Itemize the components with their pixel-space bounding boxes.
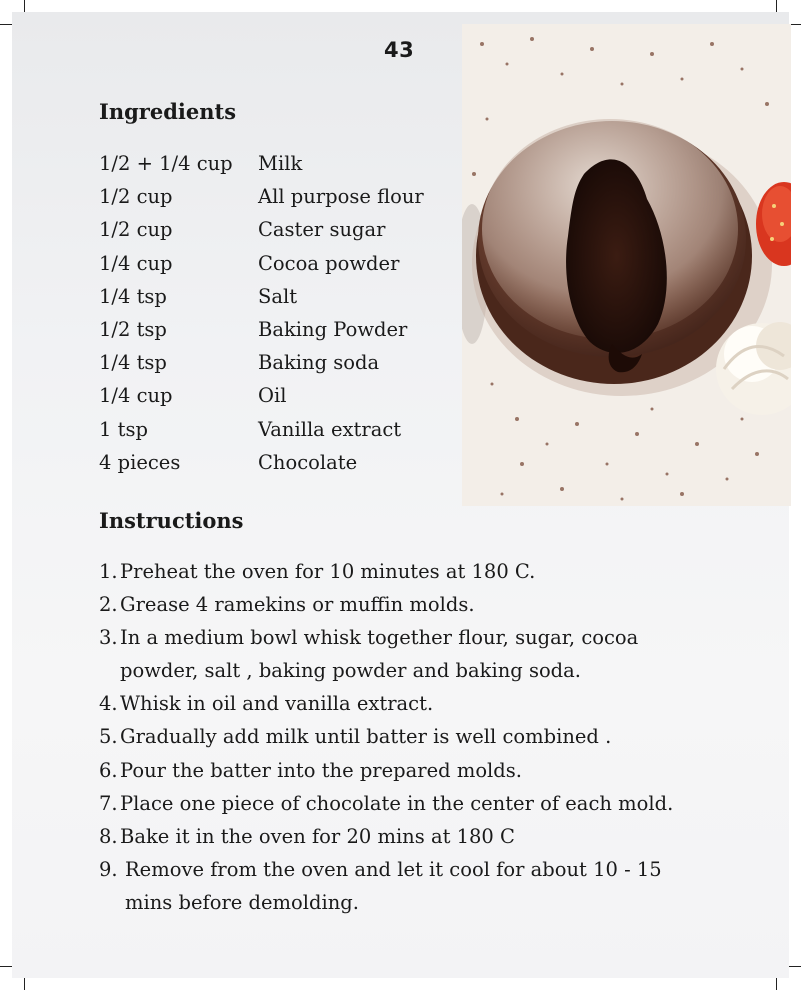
ingredient-row	[99, 280, 459, 313]
step-text: Pour the batter into the prepared molds.	[120, 758, 522, 782]
ingredient-quantity: 1/4 cup	[99, 384, 173, 408]
instruction-step	[99, 853, 709, 919]
instructions-heading: Instructions	[99, 508, 244, 533]
crop-mark-bottom-right-horizontal	[789, 966, 801, 967]
step-number: 3.	[99, 626, 118, 650]
step-text: Remove from the oven and let it cool for about 10 - 15 mins before demolding.	[125, 857, 662, 914]
crop-mark-bottom-left-vertical	[24, 978, 25, 990]
step-number: 5.	[99, 725, 118, 749]
instruction-step	[99, 754, 729, 787]
step-number: 7.	[99, 791, 118, 815]
instruction-step	[99, 720, 729, 753]
instruction-step	[99, 588, 729, 621]
instruction-step	[99, 621, 699, 687]
ingredient-name: Baking Powder	[258, 318, 408, 342]
ingredient-row	[99, 247, 459, 280]
step-text: Gradually add milk until batter is well combined .	[120, 725, 612, 749]
ingredient-quantity: 1 tsp	[99, 417, 148, 441]
ingredient-row	[99, 413, 459, 446]
step-text: In a medium bowl whisk together flour, sugar, cocoa powder, salt , baking powder and baking soda.	[120, 626, 639, 683]
ingredient-row	[99, 180, 459, 213]
ingredient-row	[99, 313, 459, 346]
crop-mark-top-right-vertical	[776, 0, 777, 12]
ingredient-quantity: 1/4 cup	[99, 251, 173, 275]
ingredient-name: Vanilla extract	[258, 417, 402, 441]
ingredient-quantity: 1/4 tsp	[99, 351, 167, 375]
ingredient-quantity: 1/2 tsp	[99, 318, 167, 342]
ingredient-row	[99, 213, 459, 246]
ingredient-name: All purpose flour	[258, 185, 424, 209]
crop-mark-top-left-horizontal	[0, 24, 12, 25]
ingredient-row	[99, 379, 459, 412]
step-text: Grease 4 ramekins or muffin molds.	[120, 593, 475, 617]
lava-cake-photo	[462, 24, 791, 506]
step-text: Whisk in oil and vanilla extract.	[120, 692, 434, 716]
ingredient-quantity: 1/2 + 1/4 cup	[99, 152, 233, 176]
step-number: 6.	[99, 758, 118, 782]
instructions-list	[99, 555, 729, 919]
ingredient-name: Oil	[258, 384, 287, 408]
ingredient-quantity: 1/4 tsp	[99, 284, 167, 308]
ingredient-quantity: 1/2 cup	[99, 185, 173, 209]
instruction-step	[99, 555, 729, 588]
ingredient-row	[99, 147, 459, 180]
ingredient-row	[99, 446, 459, 479]
ingredient-name: Milk	[258, 152, 303, 176]
ingredient-name: Chocolate	[258, 450, 358, 474]
ingredient-quantity: 4 pieces	[99, 450, 181, 474]
instruction-step	[99, 687, 729, 720]
ingredients-heading: Ingredients	[99, 99, 237, 124]
step-number: 1.	[99, 560, 118, 583]
step-text: Place one piece of chocolate in the center of each mold.	[120, 791, 674, 815]
step-number: 2.	[99, 593, 118, 617]
crop-mark-bottom-right-vertical	[776, 978, 777, 990]
ingredient-name: Baking soda	[258, 351, 380, 375]
step-number: 8.	[99, 824, 118, 848]
ingredient-name: Salt	[258, 284, 298, 308]
ingredient-quantity: 1/2 cup	[99, 218, 173, 242]
crop-mark-top-left-vertical	[24, 0, 25, 12]
crop-mark-bottom-left-horizontal	[0, 966, 12, 967]
instruction-step	[99, 787, 729, 820]
step-number: 4.	[99, 692, 118, 716]
step-text: Preheat the oven for 10 minutes at 180 C.	[120, 560, 536, 583]
instruction-step	[99, 820, 729, 853]
ingredients-list	[99, 147, 459, 479]
ingredient-name: Cocoa powder	[258, 251, 400, 275]
step-text: Bake it in the oven for 20 mins at 180 C	[120, 824, 515, 848]
page-number: 43	[384, 38, 415, 62]
ingredient-name: Caster sugar	[258, 218, 386, 242]
ingredient-row	[99, 346, 459, 379]
step-number: 9.	[99, 857, 118, 881]
